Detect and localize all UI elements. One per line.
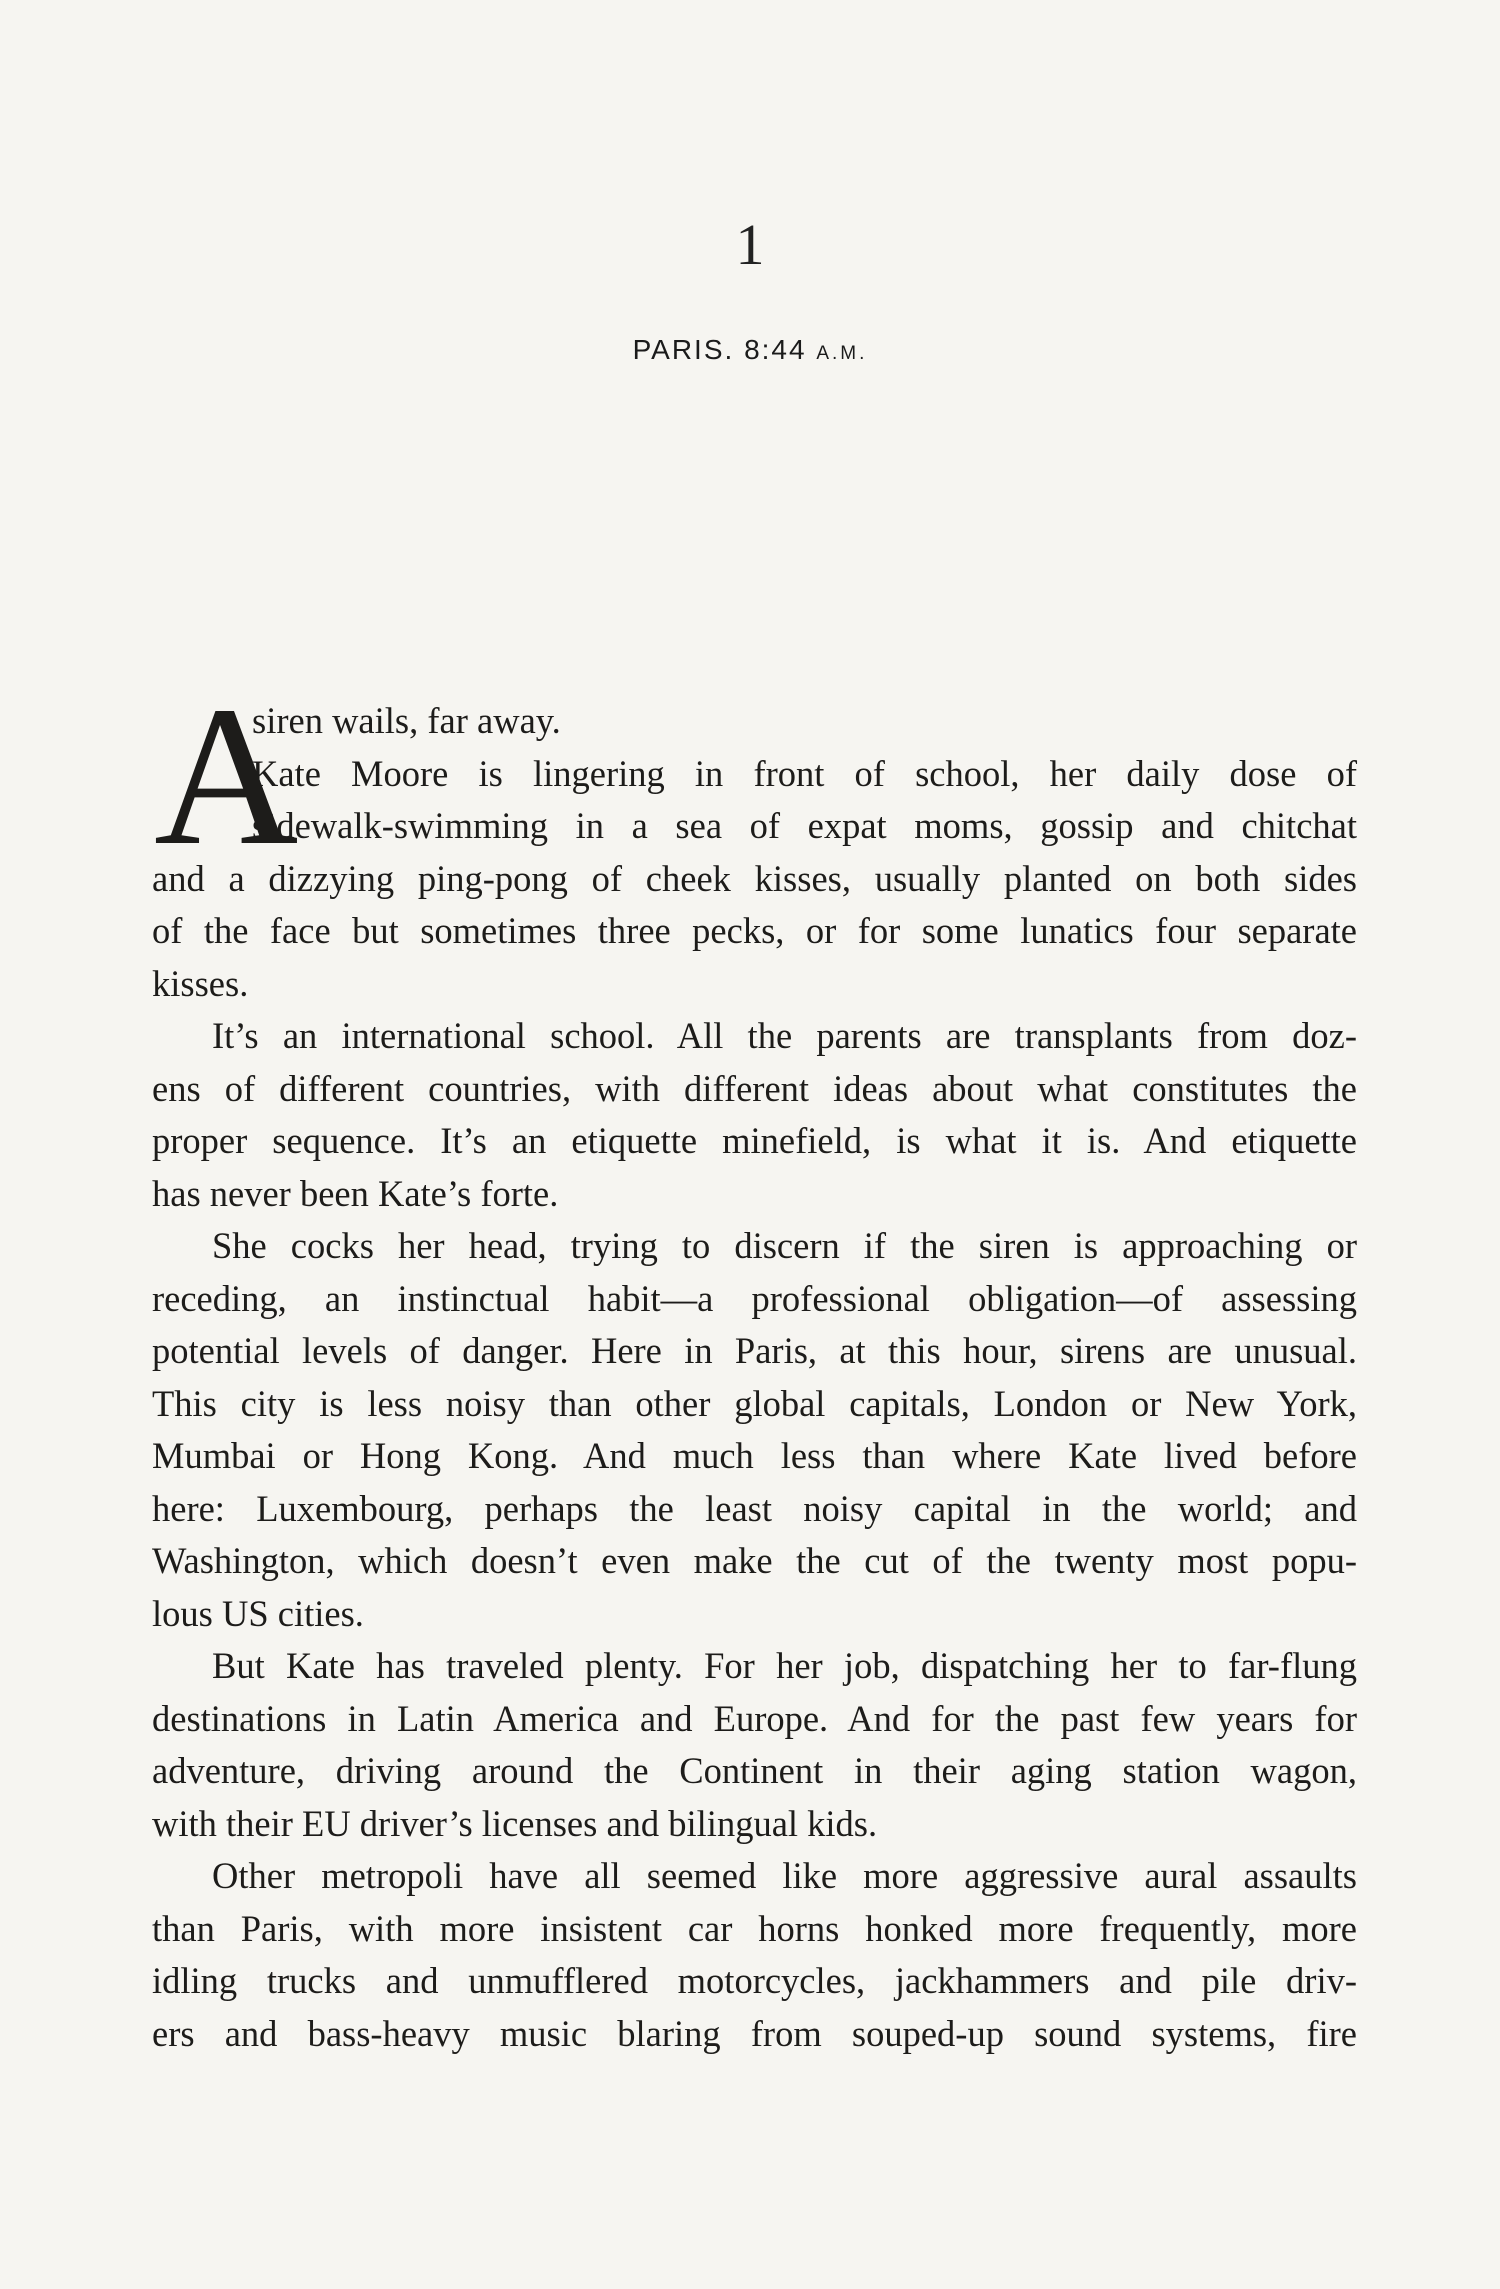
text-line: potential levels of danger. Here in Paris, at this hour, sirens are unusual. xyxy=(152,1330,1357,1371)
text-line: destinations in Latin America and Europe. And for the past few years for xyxy=(152,1697,1357,1739)
text-line: of the face but sometimes three pecks, or for some lunatics four separate xyxy=(152,910,1357,951)
text-line: Washington, which doesn’t even make the cut of the twenty most popu- xyxy=(152,1540,1357,1581)
chapter-place-time: PARIS. 8:44 xyxy=(632,334,807,365)
chapter-heading xyxy=(0,330,1500,374)
text-line: and a dizzying ping-pong of cheek kisses, usually planted on both sides xyxy=(152,857,1357,899)
text-line: kisses. xyxy=(152,962,249,1004)
text-line: sidewalk-swimming in a sea of expat moms, gossip and chitchat xyxy=(252,805,1357,846)
chapter-ampm: A.M. xyxy=(816,343,868,364)
text-line: receding, an instinctual habit—a professional obligation—of assessing xyxy=(152,1277,1357,1319)
text-line: idling trucks and unmufflered motorcycles, jackhammers and pile driv- xyxy=(152,1960,1357,2001)
chapter-number: 1 xyxy=(735,212,765,277)
text-line: has never been Kate’s forte. xyxy=(152,1172,559,1214)
text-line: adventure, driving around the Continent in their aging station wagon, xyxy=(152,1750,1357,1791)
text-line: Mumbai or Hong Kong. And much less than where Kate lived before xyxy=(152,1435,1357,1476)
text-line: ers and bass-heavy music blaring from souped-up sound systems, fire xyxy=(152,2012,1357,2054)
text-line: lous US cities. xyxy=(152,1592,364,1634)
text-line: proper sequence. It’s an etiquette minefield, is what it is. And etiquette xyxy=(152,1120,1357,1161)
text-line: She cocks her head, trying to discern if the siren is approaching or xyxy=(212,1225,1357,1266)
body-text xyxy=(152,666,1357,2060)
text-line: here: Luxembourg, perhaps the least noisy capital in the world; and xyxy=(152,1487,1357,1529)
text-line: This city is less noisy than other global capitals, London or New York, xyxy=(152,1382,1357,1424)
drop-cap-letter: A xyxy=(154,666,299,887)
text-line: Kate Moore is lingering in front of school, her daily dose of xyxy=(252,752,1357,794)
text-line: siren wails, far away. xyxy=(252,700,561,741)
text-line: It’s an international school. All the parents are transplants from doz- xyxy=(212,1015,1357,1056)
text-line: than Paris, with more insistent car horns honked more frequently, more xyxy=(152,1907,1357,1949)
text-line: with their EU driver’s licenses and bilingual kids. xyxy=(152,1802,878,1844)
text-line: But Kate has traveled plenty. For her job, dispatching her to far-flung xyxy=(212,1645,1357,1686)
drop-cap xyxy=(152,666,299,887)
text-line: Other metropoli have all seemed like more aggressive aural assaults xyxy=(212,1855,1357,1896)
text-line: ens of different countries, with different ideas about what constitutes the xyxy=(152,1067,1357,1109)
